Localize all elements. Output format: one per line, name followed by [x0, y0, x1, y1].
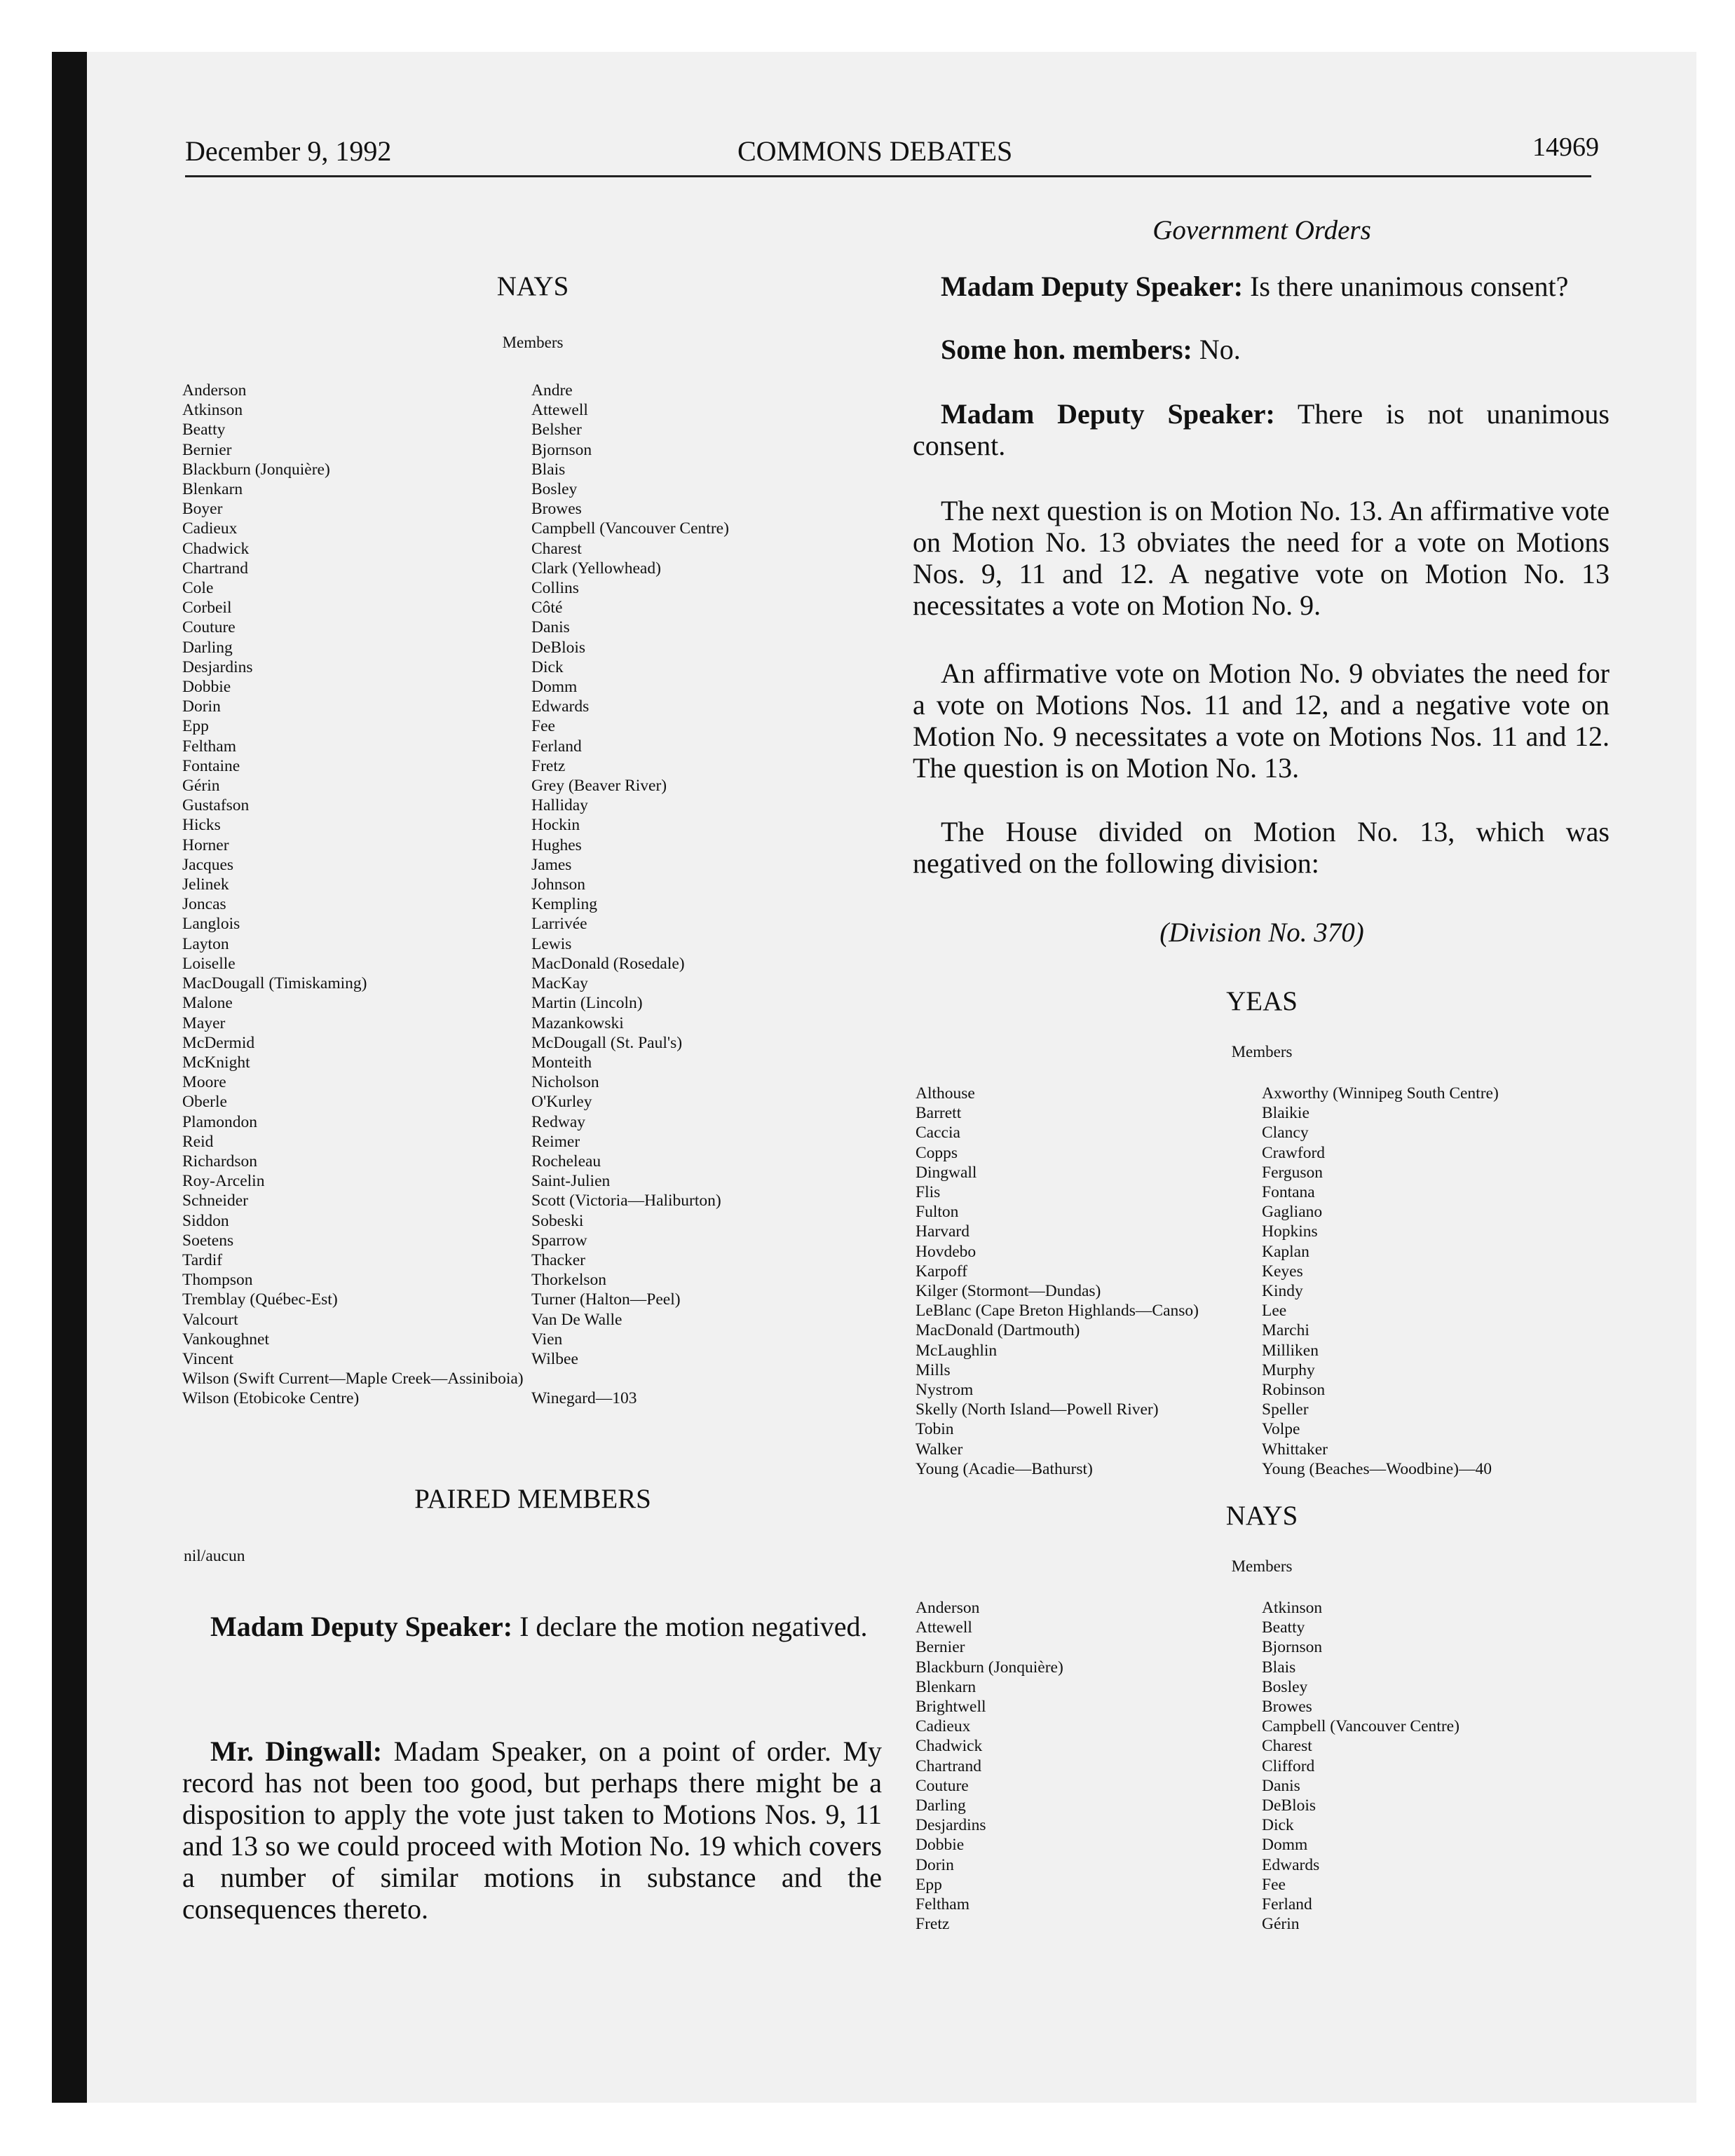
member-name: Saint-Julien	[531, 1172, 611, 1191]
member-name: McKnight	[182, 1053, 250, 1072]
left-members-label: Members	[502, 334, 564, 351]
right-paragraph-3	[913, 398, 1610, 461]
member-name: Ferguson	[1262, 1163, 1324, 1182]
member-name: Dick	[531, 657, 564, 676]
member-name: Atkinson	[182, 401, 243, 420]
right-paragraph-2	[913, 334, 1610, 365]
member-name: Boyer	[182, 500, 223, 519]
member-name: Epp	[916, 1875, 942, 1894]
member-name: Murphy	[1262, 1360, 1315, 1379]
member-name: Blenkarn	[916, 1677, 977, 1696]
member-name: Clancy	[1262, 1124, 1309, 1142]
member-name: LeBlanc (Cape Breton Highlands—Canso)	[916, 1302, 1199, 1321]
member-name: Lee	[1262, 1302, 1287, 1321]
member-name: Atkinson	[1262, 1599, 1323, 1617]
member-name: McDougall (St. Paul's)	[531, 1033, 683, 1052]
member-name: Thompson	[182, 1271, 253, 1290]
member-name: Sparrow	[531, 1231, 587, 1250]
right-paragraph-1	[913, 271, 1610, 302]
division-number: (Division No. 370)	[1159, 917, 1364, 948]
member-name: O'Kurley	[531, 1093, 592, 1112]
member-name: Roy-Arcelin	[182, 1172, 265, 1191]
member-name: Hicks	[182, 816, 221, 835]
member-name: Anderson	[916, 1599, 980, 1617]
member-name: Milliken	[1262, 1341, 1319, 1360]
member-name: Halliday	[531, 796, 588, 815]
speaker-name: Madam Deputy Speaker:	[941, 271, 1244, 302]
member-name: Dick	[1262, 1816, 1294, 1835]
member-name: Soetens	[182, 1231, 234, 1250]
member-name: Wilson (Etobicoke Centre)	[182, 1389, 360, 1408]
member-name: Mayer	[182, 1014, 226, 1032]
member-name: Desjardins	[182, 657, 253, 676]
member-name: Beatty	[182, 421, 226, 439]
member-name: Nicholson	[531, 1073, 599, 1092]
header-date: December 9, 1992	[185, 135, 392, 167]
member-name: McLaughlin	[916, 1341, 998, 1360]
left-nays-list-2	[531, 381, 729, 1409]
member-name: Bjornson	[1262, 1638, 1323, 1657]
member-name: Speller	[1262, 1400, 1309, 1419]
member-name: Young (Acadie—Bathurst)	[916, 1459, 1093, 1478]
member-name: Gustafson	[182, 796, 250, 815]
right-paragraph-6: The House divided on Motion No. 13, which was negatived on the following division:	[913, 816, 1610, 879]
member-name: Collins	[531, 579, 579, 598]
member-name: Cadieux	[182, 519, 238, 538]
member-name: Walker	[916, 1440, 963, 1459]
member-name: Beatty	[1262, 1618, 1305, 1637]
member-name: Dobbie	[916, 1836, 965, 1855]
member-name: Blackburn (Jonquière)	[916, 1658, 1063, 1677]
member-name: Blackburn (Jonquière)	[182, 460, 330, 479]
member-name: Hovdebo	[916, 1242, 977, 1261]
section-title: Government Orders	[1152, 215, 1371, 245]
yeas-list-2	[1262, 1084, 1499, 1479]
member-name: Clifford	[1262, 1756, 1315, 1775]
member-name: Cole	[182, 579, 214, 598]
member-name: Bjornson	[531, 440, 592, 459]
member-name: Domm	[531, 678, 578, 697]
member-name: Ferland	[531, 737, 582, 756]
left-nays-list-1	[182, 381, 524, 1409]
right-nays-list-1	[916, 1598, 1063, 1934]
member-name: Dobbie	[182, 678, 231, 697]
member-name: Althouse	[916, 1084, 975, 1103]
member-name: Cadieux	[916, 1717, 971, 1736]
member-name: Skelly (North Island—Powell River)	[916, 1400, 1159, 1419]
member-name: Couture	[916, 1776, 969, 1795]
member-name: MacDougall (Timiskaming)	[182, 974, 367, 993]
member-name: Nystrom	[916, 1381, 974, 1400]
member-name: MacDonald (Rosedale)	[531, 954, 685, 973]
member-name: Hockin	[531, 816, 580, 835]
member-name: McDermid	[182, 1033, 255, 1052]
paired-members-text: nil/aucun	[184, 1547, 245, 1565]
member-name: Thorkelson	[531, 1271, 607, 1290]
member-name: Van De Walle	[531, 1310, 622, 1329]
member-name: Lewis	[531, 934, 572, 953]
member-name: Scott (Victoria—Haliburton)	[531, 1192, 721, 1210]
member-name: Wilbee	[531, 1349, 578, 1368]
member-name: Fee	[1262, 1875, 1286, 1894]
member-name: Johnson	[531, 875, 586, 894]
member-name: Fontaine	[182, 756, 240, 775]
left-paragraph-1	[210, 1611, 882, 1642]
member-name: Bosley	[531, 480, 578, 499]
member-name: Ferland	[1262, 1895, 1312, 1914]
header-rule	[185, 175, 1591, 177]
member-name	[531, 1369, 729, 1389]
yeas-heading: YEAS	[1226, 986, 1298, 1016]
member-name: Desjardins	[916, 1816, 986, 1835]
member-name: Volpe	[1262, 1420, 1300, 1439]
member-name: Gérin	[1262, 1915, 1300, 1934]
member-name: Siddon	[182, 1211, 229, 1230]
right-paragraph-4: The next question is on Motion No. 13. An affirmative vote on Motion No. 13 obviates the need for a vote on Motions Nos. 9, 11 and 12. A negative vote on Motion No. 13 necessitates a vote on Motion No. 9.	[913, 495, 1610, 621]
member-name: Bosley	[1262, 1677, 1308, 1696]
member-name: Wilson (Swift Current—Maple Creek—Assiniboia)	[182, 1370, 524, 1389]
member-name: Côté	[531, 599, 563, 618]
member-name: Jelinek	[182, 875, 229, 894]
member-name: Anderson	[182, 381, 247, 400]
member-name: Keyes	[1262, 1262, 1303, 1281]
member-name: Karpoff	[916, 1262, 967, 1281]
speech-text: There is not unanimous consent.	[913, 398, 1610, 461]
member-name: Bernier	[916, 1638, 965, 1657]
member-name: Charest	[1262, 1737, 1312, 1756]
speaker-name: Mr. Dingwall:	[210, 1735, 383, 1767]
member-name: Fretz	[531, 756, 566, 775]
member-name: Moore	[182, 1073, 226, 1092]
member-name: Couture	[182, 618, 236, 637]
member-name: Corbeil	[182, 599, 232, 618]
member-name: Axworthy (Winnipeg South Centre)	[1262, 1084, 1499, 1103]
member-name: Fulton	[916, 1203, 959, 1222]
member-name: Blenkarn	[182, 480, 243, 499]
member-name: Bernier	[182, 440, 232, 459]
member-name: Tardif	[182, 1250, 223, 1269]
member-name: Vien	[531, 1330, 563, 1349]
speech-text: No.	[1192, 334, 1241, 365]
right-nays-list-2	[1262, 1598, 1460, 1934]
member-name: Chartrand	[182, 559, 248, 578]
member-name: Clark (Yellowhead)	[531, 559, 661, 578]
member-name: Horner	[182, 835, 229, 854]
member-name: Fontana	[1262, 1183, 1315, 1202]
member-name: Dingwall	[916, 1163, 977, 1182]
speech-text: Is there unanimous consent?	[1243, 271, 1569, 302]
member-name: Feltham	[916, 1895, 970, 1914]
member-name: Chadwick	[916, 1737, 983, 1756]
member-name: Caccia	[916, 1124, 960, 1142]
member-name: Robinson	[1262, 1381, 1326, 1400]
speaker-name: Madam Deputy Speaker:	[210, 1611, 513, 1642]
speech-text: Madam Speaker, on a point of order. My record has not been too good, but perhaps there might be a disposition to apply the vote just taken to Motions Nos. 9, 11 and 13 so we could proceed with Motion No. 19 which covers a number of similar motions in substance and the consequences thereto.	[182, 1735, 883, 1925]
member-name: Langlois	[182, 915, 240, 934]
member-name: Dorin	[182, 697, 221, 716]
member-name: Browes	[531, 500, 582, 519]
member-name: Schneider	[182, 1192, 248, 1210]
member-name: Campbell (Vancouver Centre)	[1262, 1717, 1460, 1736]
member-name: DeBlois	[1262, 1796, 1316, 1815]
member-name: Marchi	[1262, 1321, 1309, 1340]
member-name: Fee	[531, 717, 555, 736]
member-name: Darling	[916, 1796, 966, 1815]
member-name: Domm	[1262, 1836, 1308, 1855]
member-name: MacKay	[531, 974, 588, 993]
member-name: Monteith	[531, 1053, 592, 1072]
member-name: Winegard—103	[531, 1389, 637, 1408]
member-name: Redway	[531, 1112, 586, 1131]
member-name: Oberle	[182, 1093, 227, 1112]
left-nays-heading: NAYS	[496, 271, 569, 301]
member-name: Charest	[531, 539, 582, 558]
member-name: Thacker	[531, 1250, 585, 1269]
member-name: Darling	[182, 638, 233, 657]
member-name: Martin (Lincoln)	[531, 994, 643, 1013]
member-name: Edwards	[531, 697, 590, 716]
member-name: Copps	[916, 1143, 958, 1162]
yeas-list-1	[916, 1084, 1199, 1479]
member-name: Danis	[1262, 1776, 1300, 1795]
member-name: Blaikie	[1262, 1104, 1309, 1123]
member-name: Harvard	[916, 1222, 969, 1241]
member-name: Andre	[531, 381, 573, 400]
header-page-number: 14969	[1532, 132, 1599, 162]
speaker-name: Madam Deputy Speaker:	[941, 398, 1275, 430]
member-name: Chartrand	[916, 1756, 981, 1775]
member-name: Blais	[1262, 1658, 1296, 1677]
member-name: Hughes	[531, 835, 582, 854]
member-name: Malone	[182, 994, 233, 1013]
member-name: Crawford	[1262, 1143, 1326, 1162]
yeas-members-label: Members	[1231, 1043, 1293, 1060]
member-name: Whittaker	[1262, 1440, 1328, 1459]
member-name: Sobeski	[531, 1211, 584, 1230]
member-name: Attewell	[916, 1618, 972, 1637]
member-name: Barrett	[916, 1104, 962, 1123]
member-name: Joncas	[182, 895, 226, 914]
member-name: Fretz	[916, 1915, 950, 1934]
member-name: Reimer	[531, 1132, 580, 1151]
member-name: Attewell	[531, 401, 588, 420]
member-name: DeBlois	[531, 638, 586, 657]
member-name: Browes	[1262, 1698, 1312, 1717]
member-name: Epp	[182, 717, 209, 736]
member-name: MacDonald (Dartmouth)	[916, 1321, 1080, 1340]
member-name: Valcourt	[182, 1310, 238, 1329]
member-name: Gagliano	[1262, 1203, 1323, 1222]
member-name: Brightwell	[916, 1698, 986, 1717]
member-name: Dorin	[916, 1855, 954, 1874]
member-name: Kilger (Stormont—Dundas)	[916, 1282, 1101, 1301]
member-name: Loiselle	[182, 954, 236, 973]
member-name: Plamondon	[182, 1112, 258, 1131]
member-name: Belsher	[531, 421, 582, 439]
member-name: Vincent	[182, 1349, 233, 1368]
member-name: Grey (Beaver River)	[531, 777, 667, 796]
paired-members-heading: PAIRED MEMBERS	[414, 1484, 651, 1514]
member-name: James	[531, 855, 572, 874]
member-name: Rocheleau	[531, 1152, 601, 1171]
right-nays-members-label: Members	[1231, 1557, 1293, 1575]
member-name: Reid	[182, 1132, 214, 1151]
member-name: Turner (Halton—Peel)	[531, 1290, 681, 1309]
member-name: Edwards	[1262, 1855, 1320, 1874]
member-name: Gérin	[182, 777, 220, 796]
member-name: Blais	[531, 460, 566, 479]
member-name: Kindy	[1262, 1282, 1303, 1301]
member-name: Mills	[916, 1360, 951, 1379]
right-nays-heading: NAYS	[1225, 1501, 1298, 1531]
member-name: Layton	[182, 934, 229, 953]
member-name: Young (Beaches—Woodbine)—40	[1262, 1459, 1492, 1478]
member-name: Larrivée	[531, 915, 587, 934]
member-name: Richardson	[182, 1152, 258, 1171]
member-name: Tobin	[916, 1420, 954, 1439]
member-name: Danis	[531, 618, 570, 637]
speaker-name: Some hon. members:	[941, 334, 1192, 365]
header-title: COMMONS DEBATES	[737, 135, 1013, 167]
member-name: Campbell (Vancouver Centre)	[531, 519, 729, 538]
left-paragraph-2	[182, 1735, 882, 1925]
member-name: Kempling	[531, 895, 597, 914]
speech-text: I declare the motion negatived.	[512, 1611, 868, 1642]
right-paragraph-5: An affirmative vote on Motion No. 9 obviates the need for a vote on Motions Nos. 11 and 12, and a negative vote on Motion No. 9 necessitates a vote on Motions Nos. 11 and 12. The question is on Motion No. 13.	[913, 657, 1610, 784]
member-name: Tremblay (Québec-Est)	[182, 1290, 338, 1309]
member-name: Feltham	[182, 737, 237, 756]
member-name: Hopkins	[1262, 1222, 1318, 1241]
member-name: Chadwick	[182, 539, 250, 558]
scan-edge	[52, 52, 87, 2103]
member-name: Flis	[916, 1183, 941, 1202]
member-name: Kaplan	[1262, 1242, 1309, 1261]
member-name: Jacques	[182, 855, 234, 874]
member-name: Mazankowski	[531, 1014, 624, 1032]
member-name: Vankoughnet	[182, 1330, 270, 1349]
